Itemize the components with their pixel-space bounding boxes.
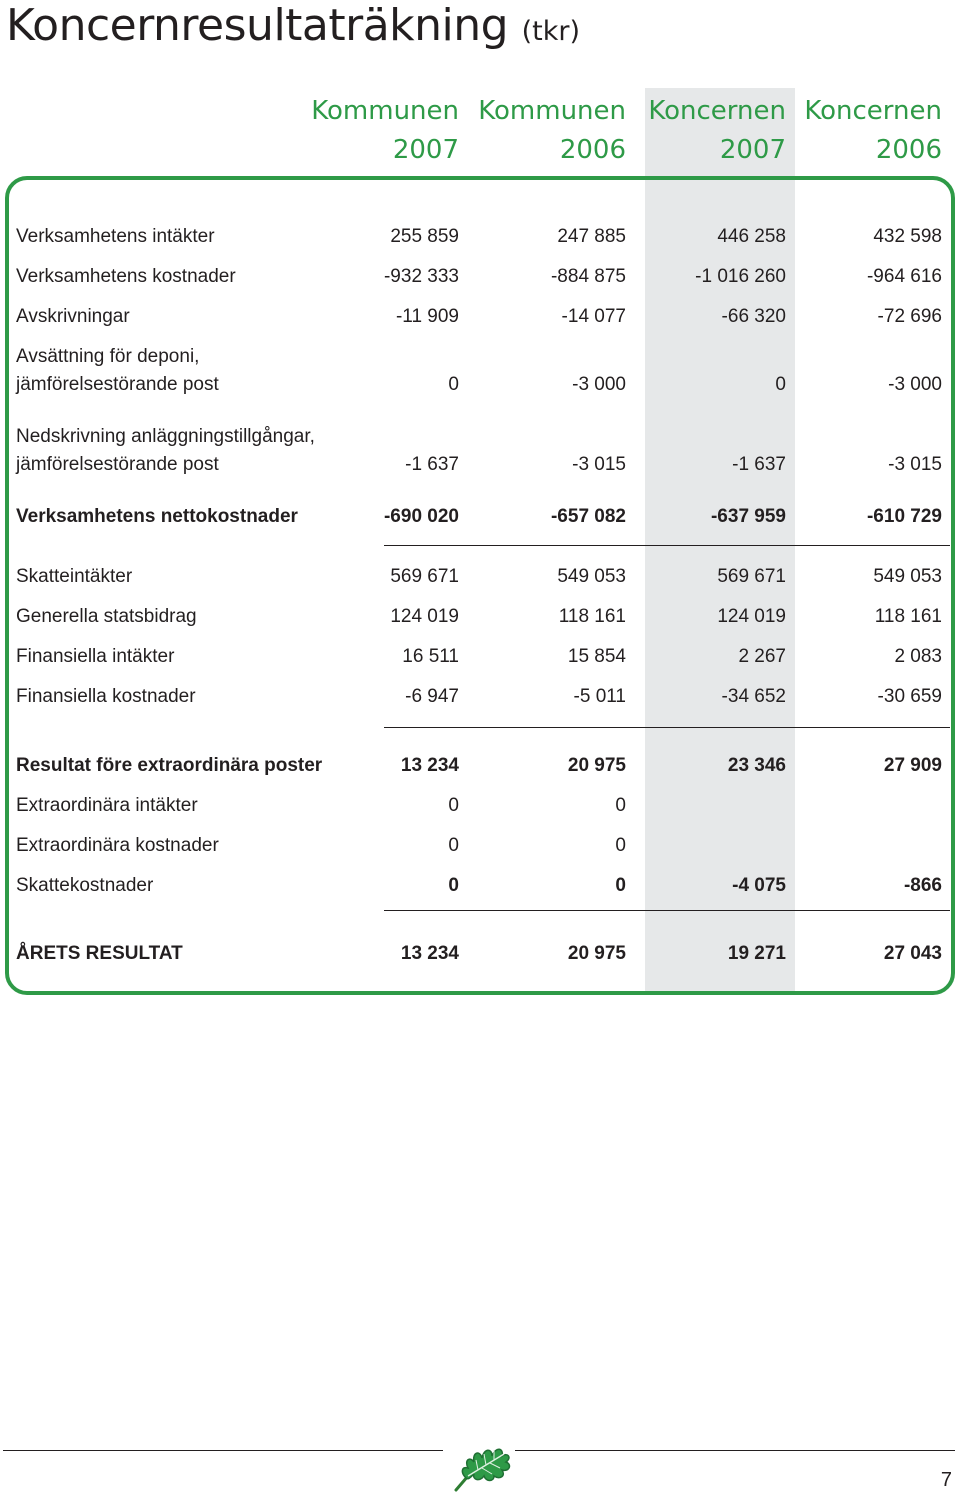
row-label: Extraordinära kostnader [16, 835, 219, 856]
column-header-koncernen-2006 [804, 92, 942, 170]
value-kommunen-2007: -11 909 [395, 306, 459, 327]
divider-line [384, 727, 950, 728]
value-koncernen-2007: 2 267 [738, 646, 786, 667]
value-kommunen-2006: 15 854 [567, 646, 626, 667]
value-koncernen-2006: 118 161 [874, 606, 942, 627]
value-koncernen-2007: -637 959 [710, 506, 786, 527]
value-kommunen-2007: -690 020 [383, 506, 459, 527]
row-label: Verksamhetens kostnader [16, 266, 236, 287]
row-label: Generella statsbidrag [16, 606, 197, 627]
value-koncernen-2006: -866 [903, 875, 942, 896]
row-label: Avskrivningar [16, 306, 130, 327]
value-koncernen-2007: -4 075 [732, 875, 786, 896]
value-koncernen-2007: -1 016 260 [695, 266, 786, 287]
column-header-kommunen-2007 [311, 92, 459, 170]
row-label: ÅRETS RESULTAT [16, 943, 183, 964]
row-label-continued: jämförelsestörande post [16, 374, 219, 395]
value-kommunen-2006: 0 [615, 795, 626, 816]
value-koncernen-2006: -610 729 [866, 506, 942, 527]
value-kommunen-2006: -884 875 [550, 266, 626, 287]
value-kommunen-2007: 13 234 [400, 943, 459, 964]
value-koncernen-2007: 569 671 [717, 566, 786, 587]
value-koncernen-2006: 27 909 [883, 755, 942, 776]
value-koncernen-2007: -34 652 [721, 686, 786, 707]
value-kommunen-2007: 0 [448, 795, 459, 816]
row-label: Avsättning för deponi, [16, 346, 200, 367]
value-kommunen-2007: -6 947 [405, 686, 459, 707]
value-kommunen-2007: -1 637 [405, 454, 459, 475]
value-koncernen-2006: 549 053 [873, 566, 942, 587]
value-koncernen-2007: 0 [775, 374, 786, 395]
row-label: Finansiella kostnader [16, 686, 196, 707]
column-header-entity: Koncernen [804, 96, 942, 126]
page-title [6, 2, 580, 56]
column-header-entity: Kommunen [478, 96, 626, 126]
value-koncernen-2006: -3 015 [888, 454, 942, 475]
row-label: Skatteintäkter [16, 566, 133, 587]
page-number: 7 [940, 1469, 952, 1491]
row-label: Extraordinära intäkter [16, 795, 198, 816]
row-label: Finansiella intäkter [16, 646, 175, 667]
value-koncernen-2006: 432 598 [873, 226, 942, 247]
value-koncernen-2006: -3 000 [888, 374, 942, 395]
value-kommunen-2006: -14 077 [561, 306, 626, 327]
column-header-year: 2007 [392, 135, 459, 165]
value-koncernen-2006: -72 696 [877, 306, 942, 327]
value-kommunen-2006: 0 [615, 835, 626, 856]
value-kommunen-2006: -3 000 [572, 374, 626, 395]
column-header-kommunen-2006 [478, 92, 626, 170]
value-kommunen-2006: 20 975 [567, 943, 626, 964]
value-kommunen-2007: 0 [448, 374, 459, 395]
footer-rule-right [515, 1450, 955, 1451]
value-kommunen-2007: 124 019 [390, 606, 459, 627]
value-kommunen-2006: -657 082 [550, 506, 626, 527]
column-header-entity: Kommunen [311, 96, 459, 126]
value-koncernen-2006: 2 083 [894, 646, 942, 667]
oak-leaf-icon [446, 1432, 516, 1494]
footer-rule-left [3, 1450, 443, 1451]
row-label: Resultat före extraordinära poster [16, 755, 323, 776]
value-kommunen-2006: 0 [615, 875, 626, 896]
value-kommunen-2007: -932 333 [383, 266, 459, 287]
divider-line [384, 910, 950, 911]
row-label-continued: jämförelsestörande post [16, 454, 219, 475]
value-kommunen-2006: 247 885 [557, 226, 626, 247]
value-koncernen-2007: 446 258 [717, 226, 786, 247]
value-koncernen-2007: -66 320 [721, 306, 786, 327]
title-unit: (tkr) [521, 16, 580, 47]
value-kommunen-2006: -3 015 [572, 454, 626, 475]
column-header-year: 2006 [875, 135, 942, 165]
row-label: Nedskrivning anläggningstillgångar, [16, 426, 315, 447]
value-kommunen-2006: -5 011 [573, 686, 626, 707]
value-kommunen-2006: 549 053 [557, 566, 626, 587]
value-koncernen-2007: 23 346 [727, 755, 786, 776]
value-kommunen-2006: 20 975 [567, 755, 626, 776]
value-koncernen-2007: 124 019 [717, 606, 786, 627]
value-koncernen-2006: -30 659 [877, 686, 942, 707]
value-kommunen-2007: 569 671 [390, 566, 459, 587]
column-header-koncernen-2007 [648, 92, 786, 170]
column-header-entity: Koncernen [648, 96, 786, 126]
column-header-year: 2006 [559, 135, 626, 165]
value-koncernen-2006: -964 616 [866, 266, 942, 287]
row-label: Verksamhetens intäkter [16, 226, 215, 247]
value-kommunen-2007: 0 [448, 835, 459, 856]
value-kommunen-2007: 0 [448, 875, 459, 896]
row-label: Verksamhetens nettokostnader [16, 506, 298, 527]
value-kommunen-2007: 255 859 [390, 226, 459, 247]
value-koncernen-2007: 19 271 [727, 943, 786, 964]
value-kommunen-2007: 13 234 [400, 755, 459, 776]
value-koncernen-2007: -1 637 [732, 454, 786, 475]
value-kommunen-2007: 16 511 [402, 646, 459, 667]
value-kommunen-2006: 118 161 [558, 606, 626, 627]
divider-line [384, 545, 950, 546]
row-label: Skattekostnader [16, 875, 154, 896]
value-koncernen-2006: 27 043 [883, 943, 942, 964]
column-header-year: 2007 [719, 135, 786, 165]
title-text: Koncernresultaträkning [6, 0, 509, 51]
